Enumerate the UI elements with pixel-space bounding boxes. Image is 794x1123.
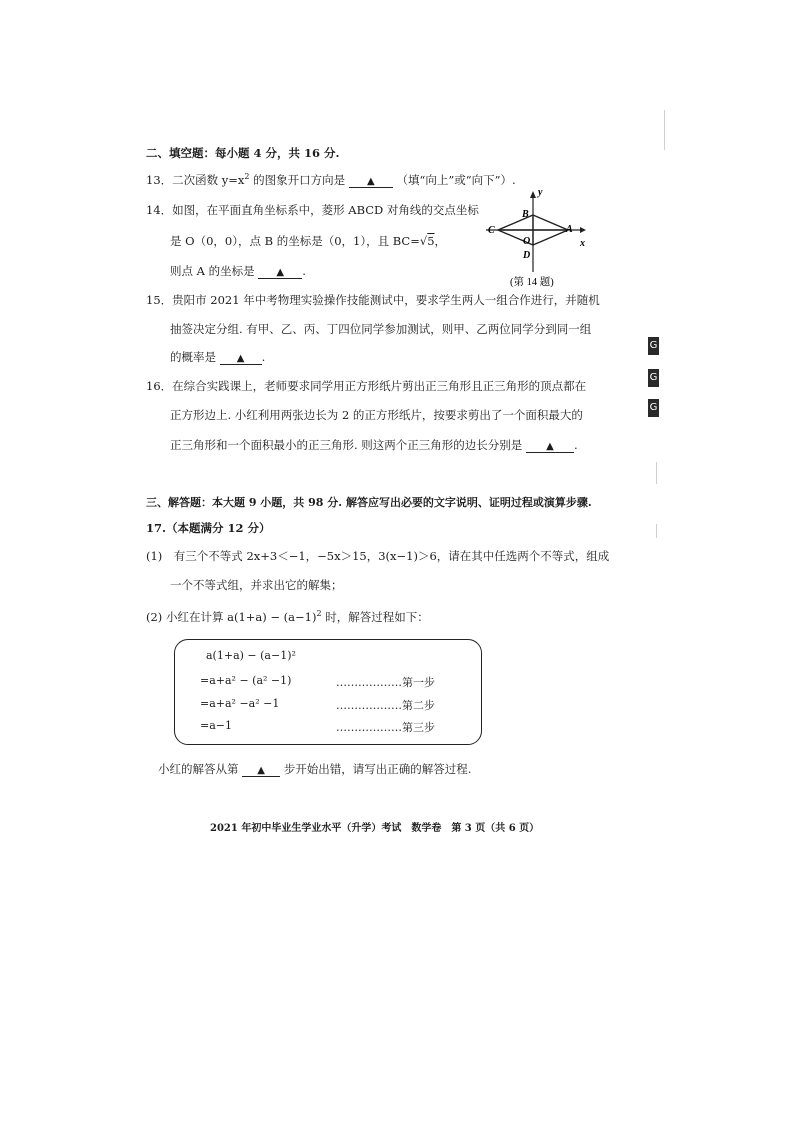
q17-part1-line2: 一个不等式组，并求出它的解集；: [170, 578, 343, 592]
triangle-icon: ▲: [546, 441, 554, 452]
q17-conclusion-suffix: 步开始出错，请写出正确的解答过程.: [283, 762, 472, 776]
q16-answer-blank[interactable]: [526, 440, 574, 453]
sqrt-radicand: 5: [427, 234, 435, 248]
q13-answer-blank[interactable]: [349, 175, 393, 188]
q17-title: 17.（本题满分 12 分）: [146, 521, 271, 535]
label-o: O: [523, 236, 531, 247]
q16-line3-suffix: .: [573, 438, 578, 452]
q17-part2-exponent: 2: [316, 609, 322, 618]
q14-line3-suffix: .: [302, 264, 306, 278]
q17-part2: [146, 609, 429, 624]
section2-heading: 二、填空题：每小题 4 分，共 16 分.: [146, 146, 340, 160]
work-line-3: =a−1: [200, 719, 232, 732]
triangle-icon: ▲: [236, 353, 245, 364]
work-line-0: a(1+a) − (a−1)²: [206, 649, 296, 662]
work-line-1: =a+a² − (a² −1): [200, 674, 292, 687]
label-b: B: [522, 209, 529, 220]
triangle-icon: ▲: [276, 267, 285, 278]
q17-part2-suffix: 时，解答过程如下：: [321, 610, 429, 624]
q16-line3: [170, 440, 578, 453]
label-a: A: [566, 224, 573, 235]
q13-exponent: 2: [244, 172, 250, 181]
scan-artifact: [664, 110, 665, 150]
page-footer: 2021 年初中毕业生学业水平（升学）考试 数学卷 第 3 页（共 6 页）: [210, 823, 540, 834]
label-x: x: [580, 238, 585, 249]
q14-answer-blank[interactable]: [258, 266, 302, 279]
scan-artifact: [656, 462, 657, 484]
work-step-3: ………………第三步: [336, 721, 435, 734]
q15-line3-prefix: 的概率是: [170, 350, 216, 364]
section3-heading: 三、解答题：本大题 9 小题，共 98 分. 解答应写出必要的文字说明、证明过程或演算步骤.: [146, 496, 592, 509]
question-13: [146, 172, 516, 188]
triangle-icon: ▲: [257, 765, 265, 776]
q16-line3-prefix: 正三角形和一个面积最小的正三角形. 则这两个正三角形的边长分别是: [170, 438, 523, 452]
q16-line2: 正方形边上. 小红利用两张边长为 2 的正方形纸片，按要求剪出了一个面积最大的: [170, 408, 583, 422]
q14-line2-text: 是 O（0，0），点 B 的坐标是（0，1），且 BC=: [170, 234, 420, 248]
q17-part2-prefix: (2) 小红在计算 a(1+a) − (a−1): [146, 610, 317, 624]
q17-conclusion-prefix: 小红的解答从第: [158, 762, 239, 776]
scan-artifact: [656, 524, 657, 538]
q14-line2: [170, 236, 446, 248]
q14-line3-prefix: 则点 A 的坐标是: [170, 264, 255, 278]
q13-prefix: 13．二次函数 y=x: [146, 173, 245, 187]
q13-suffix: （填“向上”或“向下”）.: [396, 173, 516, 187]
figure-caption: (第 14 题): [510, 277, 554, 288]
side-marker: G: [648, 399, 659, 417]
q14-line1: 14．如图，在平面直角坐标系中，菱形 ABCD 对角线的交点坐标: [146, 203, 479, 217]
label-d: D: [523, 250, 531, 261]
work-line-2: =a+a² −a² −1: [200, 697, 280, 710]
sqrt-sign: √: [419, 234, 428, 248]
q14-line3: [170, 266, 306, 279]
side-marker: G: [648, 337, 659, 355]
work-step-2: ………………第二步: [336, 699, 435, 712]
work-step-1: ………………第一步: [336, 676, 435, 689]
label-c: C: [488, 225, 495, 236]
q15-answer-blank[interactable]: [220, 352, 262, 365]
q16-line1: 16．在综合实践课上，老师要求同学用正方形纸片剪出正三角形且正三角形的顶点都在: [146, 379, 587, 393]
label-y: y: [538, 187, 543, 198]
side-marker: G: [648, 369, 659, 387]
rhombus-figure: [480, 186, 590, 290]
q15-line2: 抽签决定分组. 有甲、乙、丙、丁四位同学参加测试，则甲、乙两位同学分到同一组: [170, 322, 592, 336]
q15-line3-suffix: .: [261, 350, 266, 364]
x-axis-arrow: [580, 227, 586, 233]
q14-line2-end: ，: [434, 234, 447, 248]
q13-middle: 的图象开口方向是: [249, 173, 346, 187]
q17-conclusion: [158, 764, 471, 777]
q17-part1-line1: (1) 有三个不等式 2x+3＜−1，−5x＞15，3(x−1)＞6，请在其中任选两个不等式，组成: [146, 549, 610, 563]
q17-answer-blank[interactable]: [242, 764, 280, 777]
q15-line1: 15．贵阳市 2021 年中考物理实验操作技能测试中，要求学生两人一组合作进行，并随机: [146, 293, 600, 307]
y-axis-arrow: [530, 191, 536, 198]
q15-line3: [170, 352, 265, 365]
triangle-icon: ▲: [366, 176, 375, 187]
